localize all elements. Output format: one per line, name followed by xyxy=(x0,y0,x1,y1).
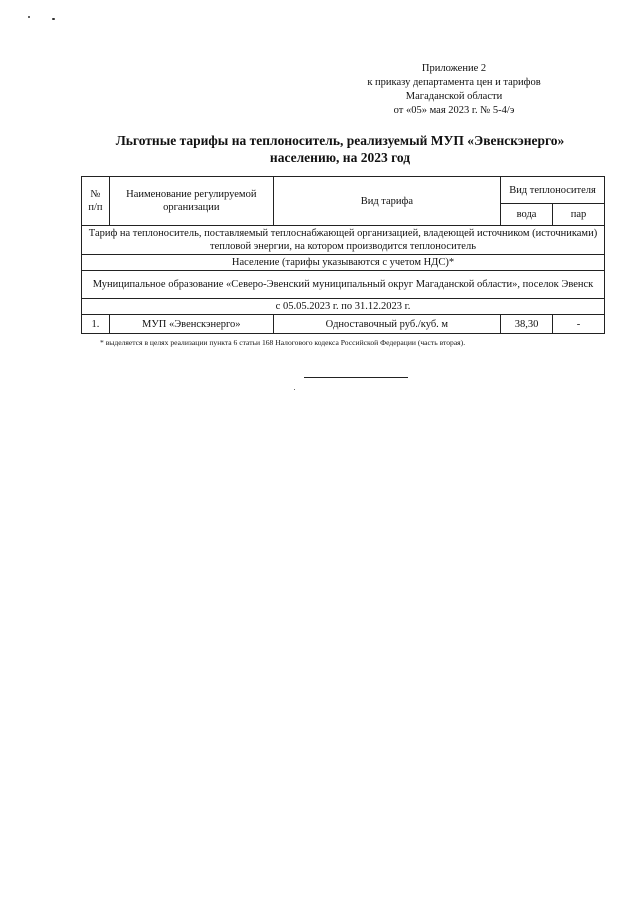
footnote: * выделяется в целях реализации пункта 6 статьи 168 Налогового кодекса Российской Федерации (часть вторая). xyxy=(100,338,466,347)
scan-speck xyxy=(294,389,295,390)
tariff-table xyxy=(81,176,605,334)
appendix-line: к приказу департамента цен и тарифов xyxy=(367,77,541,88)
closing-separator xyxy=(304,377,408,378)
section-row xyxy=(82,226,605,255)
header-steam: пар xyxy=(553,204,605,226)
document-title xyxy=(80,132,600,166)
header-org: Наименование регулируемой организации xyxy=(109,177,273,226)
table-row xyxy=(82,315,605,334)
table-header-row xyxy=(82,177,605,204)
section-row xyxy=(82,255,605,271)
section-period: с 05.05.2023 г. по 31.12.2023 г. xyxy=(82,299,605,315)
appendix-header xyxy=(348,62,560,118)
appendix-order-line: от «05» мая 2023 г. № 5-4/э xyxy=(393,105,515,116)
section-population: Население (тарифы указываются с учетом НДС)* xyxy=(82,255,605,271)
row-water-value: 38,30 xyxy=(501,315,553,334)
header-num: № п/п xyxy=(82,177,110,226)
row-tariff-type: Одноставочный руб./куб. м xyxy=(273,315,500,334)
title-line: Льготные тарифы на теплоноситель, реализуемый МУП «Эвенскэнерго» xyxy=(115,133,565,148)
header-water: вода xyxy=(501,204,553,226)
header-carrier: Вид теплоносителя xyxy=(501,177,605,204)
scan-speck xyxy=(28,16,30,18)
section-row xyxy=(82,299,605,315)
row-org: МУП «Эвенскэнерго» xyxy=(109,315,273,334)
row-num: 1. xyxy=(82,315,110,334)
row-steam-value: - xyxy=(553,315,605,334)
section-tariff-description: Тариф на теплоноситель, поставляемый теплоснабжающей организацией, владеющей источником (источниками) тепловой энергии, на котором производится теплоноситель xyxy=(82,226,605,255)
header-tariff-type: Вид тарифа xyxy=(273,177,500,226)
section-row xyxy=(82,271,605,299)
title-line: населению, на 2023 год xyxy=(269,150,411,165)
scan-speck xyxy=(52,18,55,20)
section-municipality: Муниципальное образование «Северо-Эвенский муниципальный округ Магаданской области», поселок Эвенск xyxy=(82,271,605,299)
appendix-line: Магаданской области xyxy=(405,91,503,102)
appendix-line: Приложение 2 xyxy=(421,63,487,74)
